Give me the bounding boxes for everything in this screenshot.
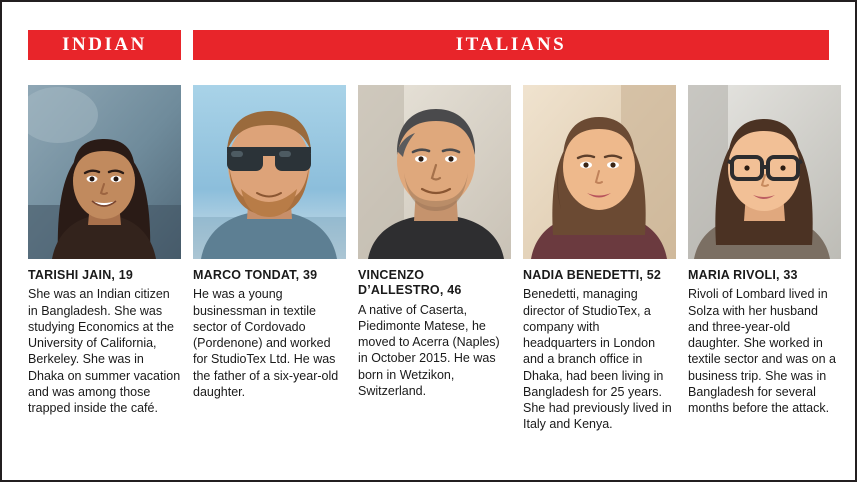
portrait-marco-tondat [193, 85, 346, 259]
victim-cards [28, 85, 836, 433]
victim-name: MARIA RIVOLI, 33 [688, 268, 798, 282]
portrait-vincenzo-dallestro [358, 85, 511, 259]
portrait-nadia-benedetti [523, 85, 676, 259]
victim-name: TARISHI JAIN, 19 [28, 268, 134, 282]
victim-name: VINCENZO D’ALLESTRO, 46 [358, 268, 462, 298]
victim-description: Rivoli of Lombard lived in Solza with her husband and three-year-old daughter. She worked in textile sector and was on a business trip. She was in Bangladesh for several months before the attack. [688, 287, 836, 415]
victim-description: She was an Indian citizen in Bangladesh. She was studying Economics at the University of California, Berkeley. She was in Dhaka on summer vacation and was among those trapped inside the café. [28, 287, 181, 415]
header-indian-label: INDIAN [62, 34, 147, 55]
header-italians-label: ITALIANS [455, 34, 567, 55]
victim-card [523, 85, 676, 433]
victim-card [193, 85, 346, 433]
victim-name: NADIA BENEDETTI, 52 [523, 268, 662, 282]
victim-card [358, 85, 511, 433]
portrait-tarishi-jain [28, 85, 181, 259]
header-italians [193, 30, 829, 60]
header-indian [28, 30, 181, 60]
victim-card [28, 85, 181, 433]
victim-description: Benedetti, managing director of StudioTex, a company with headquarters in London and a branch office in Dhaka, had been living in Bangladesh for 25 years. She had previously lived in Italy and Kenya. [523, 287, 672, 432]
content-area [28, 30, 836, 470]
portrait-maria-rivoli [688, 85, 841, 259]
category-headers [28, 30, 829, 60]
victim-name: MARCO TONDAT, 39 [193, 268, 318, 282]
victim-description: He was a young businessman in textile sector of Cordovado (Pordenone) and worked for StudioTex Ltd. He was the father of a six-year-old daughter. [193, 287, 339, 399]
victim-description: A native of Caserta, Piedimonte Matese, he moved to Acerra (Naples) in October 2015. He was born in Wetzikon, Switzerland. [358, 302, 500, 398]
victim-card [688, 85, 841, 433]
